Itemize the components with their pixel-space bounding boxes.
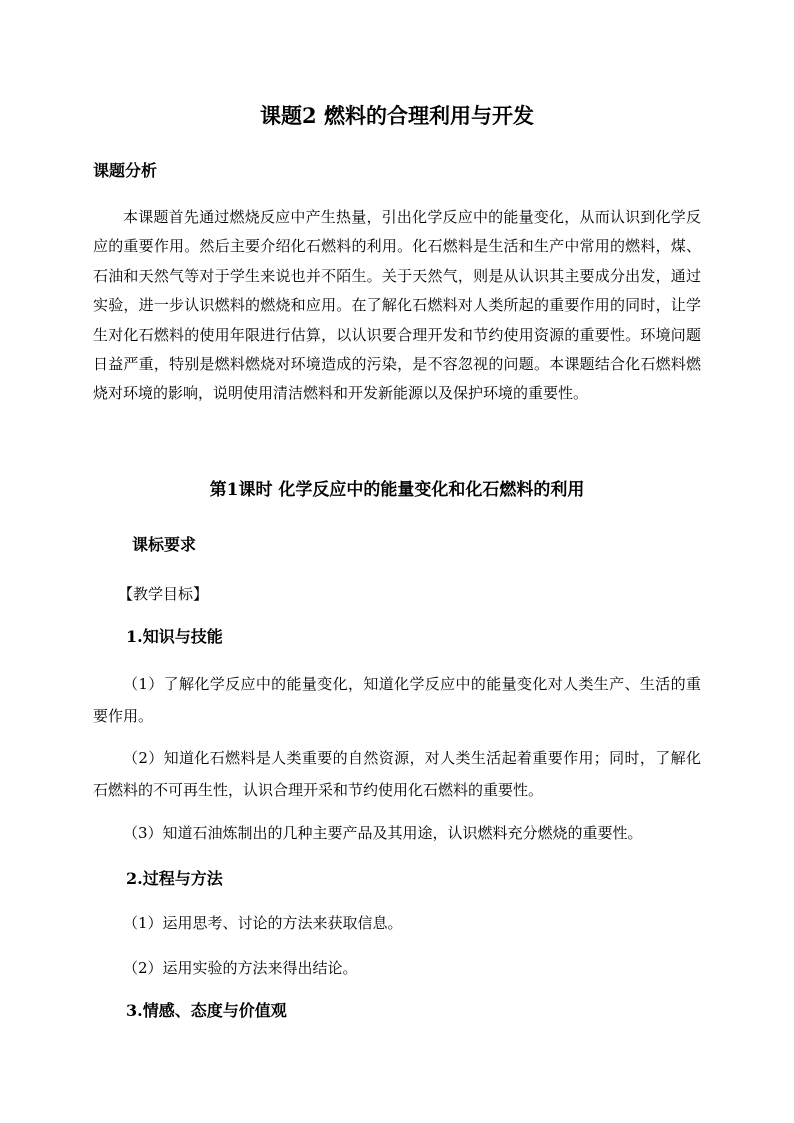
analysis-paragraph: 本课题首先通过燃烧反应中产生热量，引出化学反应中的能量变化，从而认识到化学反应的重要作用。然后主要介绍化石燃料的利用。化石燃料是生活和生产中常用的燃料，煤、石油和天然气等对于学生来说也并不陌生。关于天然气，则是从认识其主要成分出发，通过实验，进一步认识燃料的燃烧和应用。在了解化石燃料对人类所起的重要作用的同时，让学生对化石燃料的使用年限进行估算，以认识要合理开发和节约使用资源的重要性。环境问题日益严重，特别是燃料燃烧对环境造成的污染，是不容忽视的问题。本课题结合化石燃料燃烧对环境的影响，说明使用清洁燃料和开发新能源以及保护环境的重要性。 — [93, 208, 701, 403]
knowledge-item-2: （2）知道化石燃料是人类重要的自然资源，对人类生活起着重要作用；同时，了解化石燃料的不可再生性，认识合理开采和节约使用化石燃料的重要性。 — [93, 749, 701, 799]
standards-heading: 课标要求 — [132, 535, 197, 554]
analysis-heading: 课题分析 — [93, 161, 158, 180]
process-heading: 2.过程与方法 — [126, 869, 223, 888]
emotion-heading: 3.情感、态度与价值观 — [126, 1001, 287, 1020]
process-item-1: （1）运用思考、讨论的方法来获取信息。 — [123, 914, 403, 932]
knowledge-item-1: （1）了解化学反应中的能量变化，知道化学反应中的能量变化对人类生产、生活的重要作用。 — [93, 675, 701, 725]
knowledge-heading: 1.知识与技能 — [126, 627, 223, 646]
lesson-title: 第1课时 化学反应中的能量变化和化石燃料的利用 — [209, 480, 585, 500]
knowledge-item-3: （3）知道石油炼制出的几种主要产品及其用途，认识燃料充分燃烧的重要性。 — [123, 824, 643, 842]
document-title: 课题2 燃料的合理利用与开发 — [260, 103, 534, 128]
process-item-2: （2）运用实验的方法来得出结论。 — [123, 959, 358, 977]
objectives-label: 【教学目标】 — [118, 585, 209, 603]
